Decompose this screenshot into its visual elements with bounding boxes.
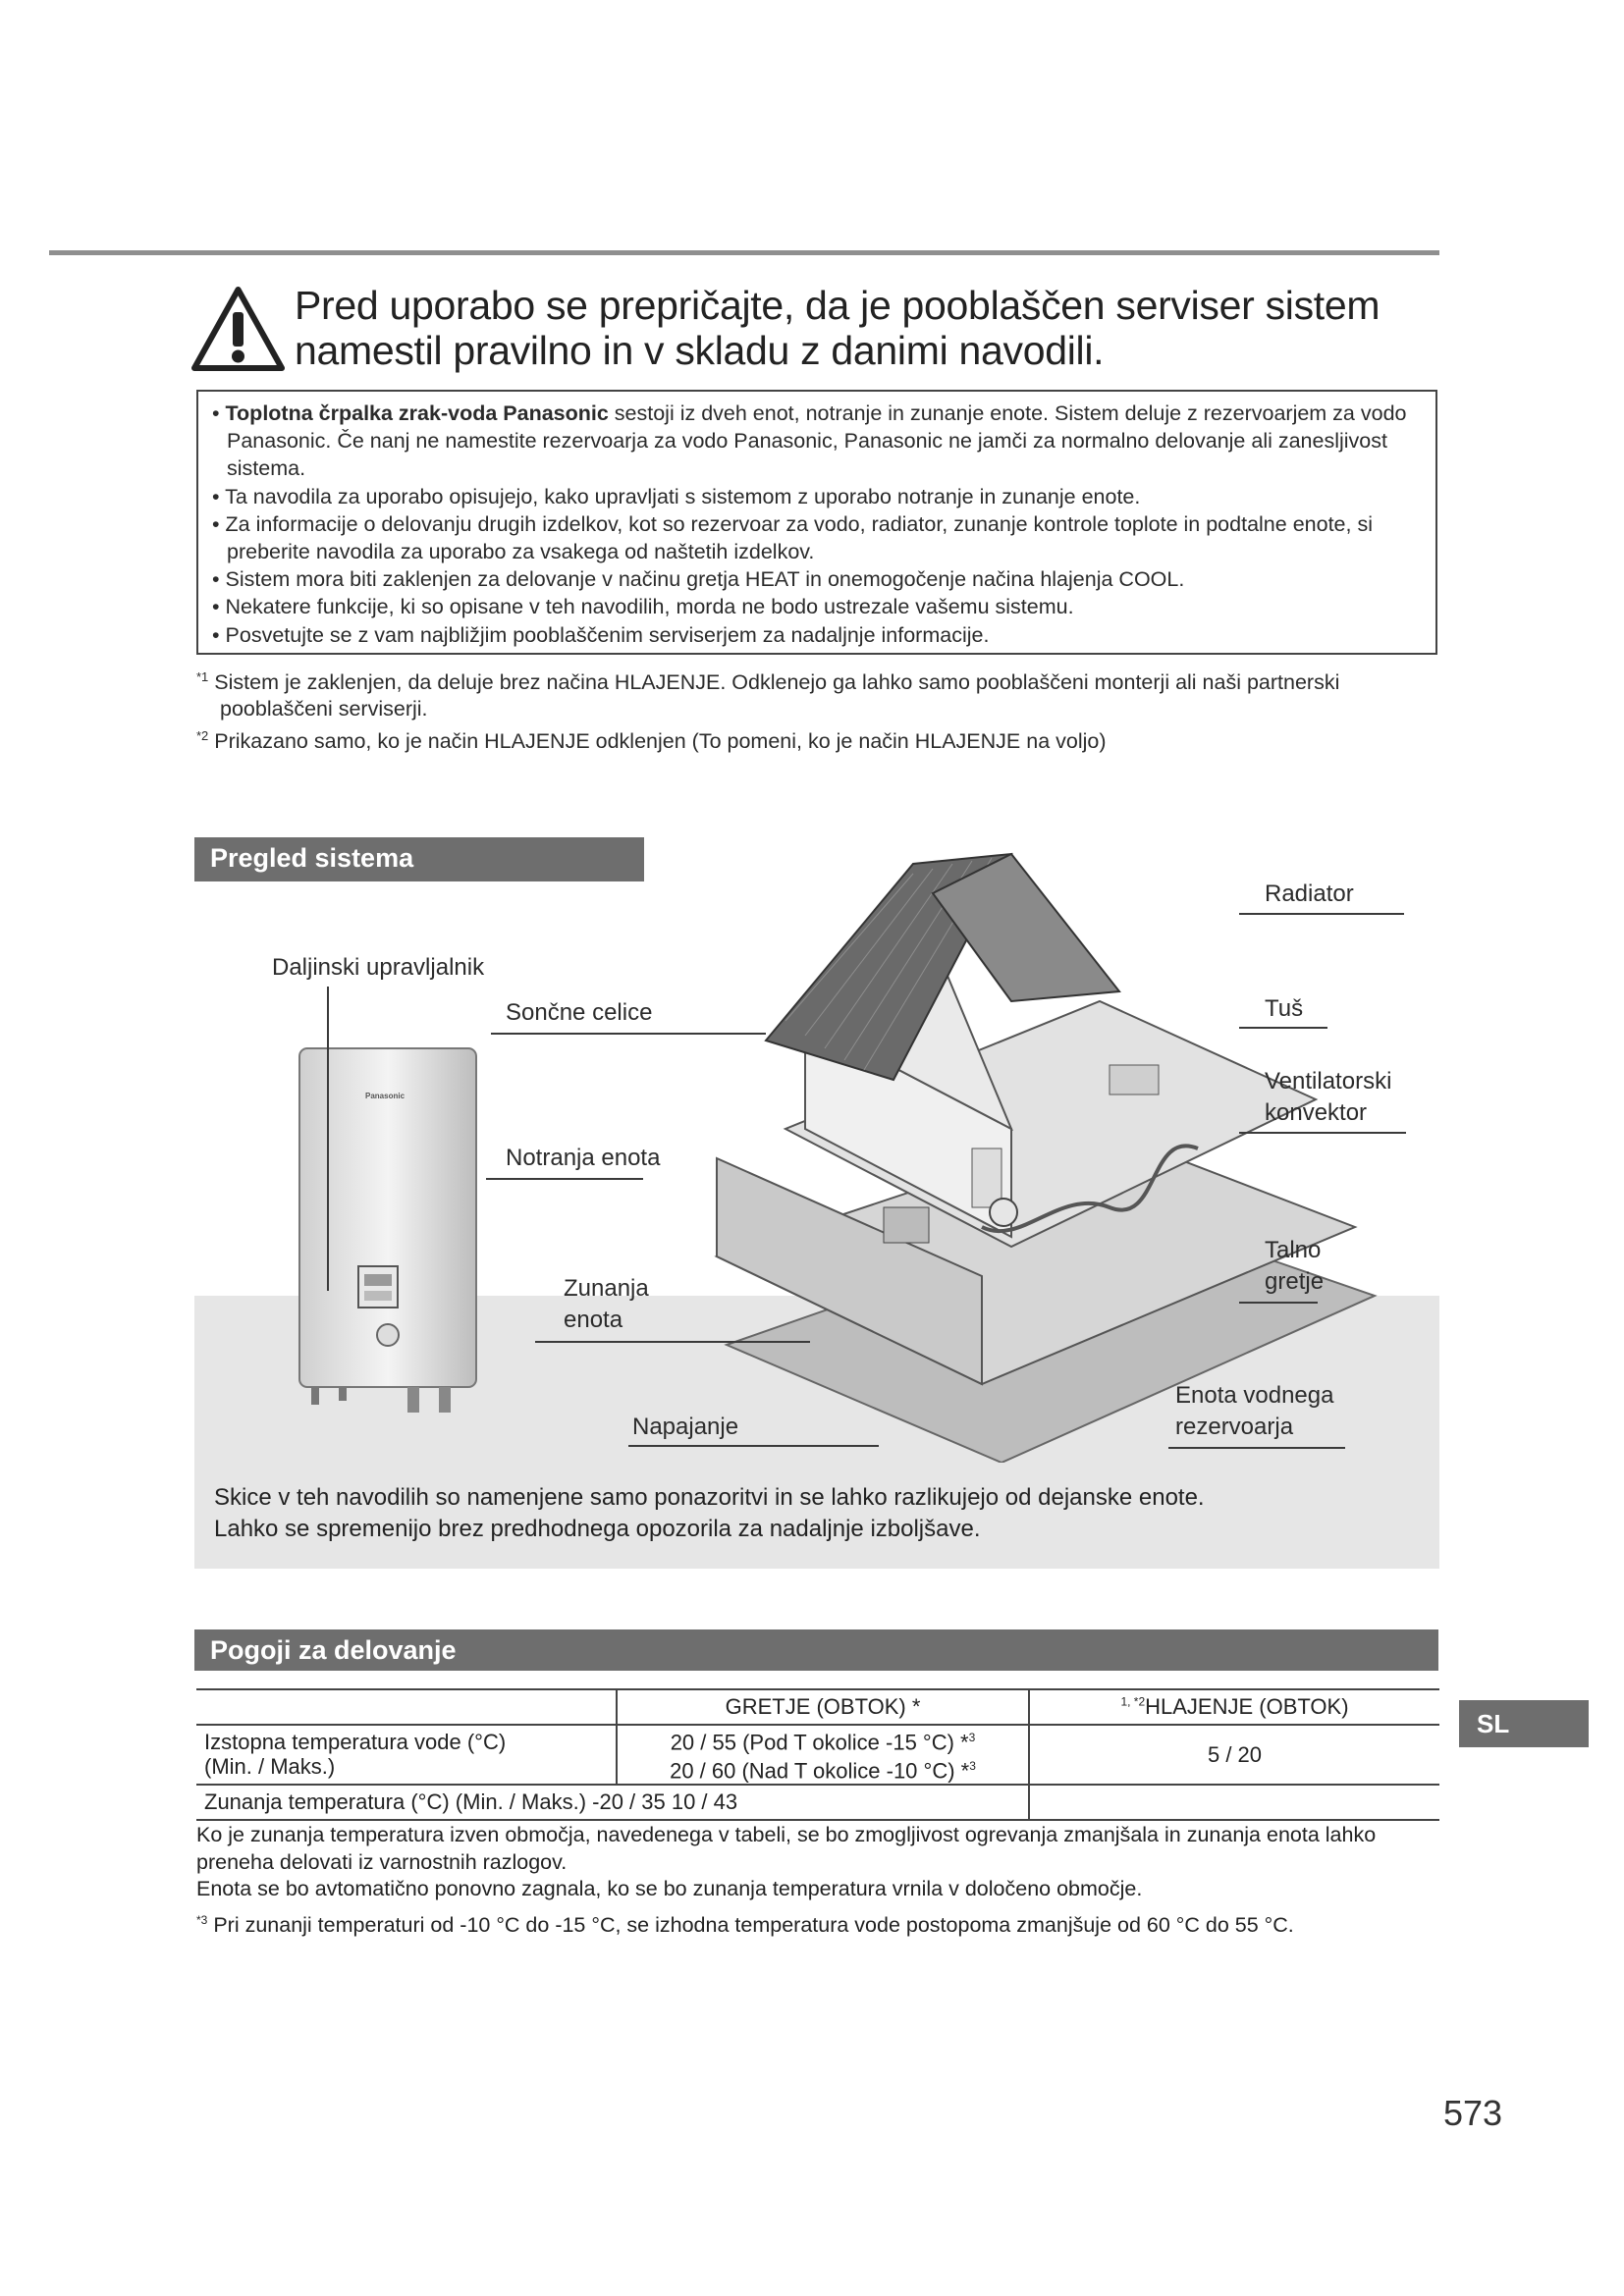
label-tank: Enota vodnega rezervoarja [1175,1382,1334,1440]
section-heading-conditions: Pogoji za delovanje [194,1629,1438,1671]
table-header-cool: $^{1, *2}$HLAJENJE (OBTOK) [1029,1689,1439,1725]
table-header-empty [196,1689,617,1725]
table-notes [196,1822,1424,1939]
label-floor: Talno gretje [1265,1237,1325,1295]
footnote-2: $^{*2}$ Prikazano samo, ko je način HLAJENJE odklenjen (To pomeni, ko je način HLAJENJE na voljo) [196,728,1107,754]
footnotes [196,664,1414,755]
page-number: 573 [1443,2093,1503,2133]
notice-item: • Za informacije o delovanju drugih izdelkov, kot so rezervoar za vodo, radiator, zunanje kontrole toplote in podtalne enote, si preberite navodila za uporabo za vsakega od naštetih izdelkov. [212,511,1373,564]
leader-floor [1239,1302,1318,1304]
conditions-table [196,1688,1439,1821]
leader-power [628,1445,879,1447]
table-note-1: Ko je zunanja temperatura izven območja, navedenega v tabeli, se bo zmogljivost ogrevanja zmanjšala in zunanja enota lahko preneha delovati iz varnostnih razlogov. [196,1823,1377,1874]
label-remote: Daljinski upravljalnik [272,954,485,981]
label-indoor: Notranja enota [506,1145,661,1171]
label-outdoor: Zunanja enota [564,1275,649,1333]
notice-item: • Nekatere funkcije, ki so opisane v teh navodilih, morda ne bodo ustrezale vašemu sistemu. [212,595,1074,619]
table-row [196,1725,1439,1785]
label-radiator: Radiator [1265,881,1354,907]
notice-box [196,390,1437,655]
footnote-1: $^{*1}$ Sistem je zaklenjen, da deluje brez načina HLAJENJE. Odklenejo ga lahko samo pooblaščeni monterji ali naši partnerski pooblaščeni serviserji. [196,669,1340,721]
cell-cool-outdoor [1029,1785,1439,1820]
table-note-2: Enota se bo avtomatično ponovno zagnala, ko se bo zunanja temperatura vrnila v določeno območje. [196,1877,1143,1900]
leader-radiator [1239,913,1404,915]
brand-label: Panasonic [365,1092,406,1100]
leader-outdoor [535,1341,810,1343]
leader-shower [1239,1027,1327,1029]
row-label-water-temp: Izstopna temperatura vode (°C) (Min. / Maks.) [196,1725,617,1785]
table-row [196,1785,1439,1820]
cell-cool-water: 5 / 20 [1029,1725,1439,1785]
warning-title: Pred uporabo se prepričajte, da je pooblaščen serviser sistem namestil pravilno in v skladu z danimi navodili. [295,283,1380,373]
leader-tank [1168,1447,1345,1449]
label-solar: Sončne celice [506,999,653,1026]
top-rule [49,250,1439,255]
leader-fan [1239,1132,1406,1134]
label-fan: Ventilatorski konvektor [1265,1068,1392,1126]
notice-item: • Toplotna črpalka zrak-voda Panasonic sestoji iz dveh enot, notranje in zunanje enote. Sistem deluje z rezervoarjem za vodo Panasonic. Če nanj ne namestite rezervoarja za vodo Panasonic, Panasonic ne jamči za normalno delovanje ali zanesljivost sistema. [212,401,1407,481]
leader-solar [491,1033,766,1035]
language-tab: SL [1459,1700,1589,1747]
notice-item: • Posvetujte se z vam najbližjim pooblaščenim serviserjem za nadaljnje informacije. [212,622,990,647]
label-shower: Tuš [1265,995,1304,1022]
caption-line-2: Lahko se spremenijo brez predhodnega opozorila za nadaljnje izboljšave. [214,1516,981,1542]
illustration-caption [214,1482,1392,1545]
notice-item: • Sistem mora biti zaklenjen za delovanje v načinu gretja HEAT in onemogočenje načina hlajenja COOL. [212,567,1185,592]
table-header-heat: GRETJE (OBTOK) * [617,1689,1029,1725]
label-power: Napajanje [632,1414,739,1440]
leader-remote [327,987,329,1291]
notice-item: • Ta navodila za uporabo opisujejo, kako upravljati s sistemom z uporabo notranje in zunanje enote. [212,484,1141,508]
table-header-row [196,1689,1439,1725]
leader-indoor [486,1178,643,1180]
section-heading-overview: Pregled sistema [194,837,644,881]
table-note-3: $^{*3}$ Pri zunanji temperaturi od -10 °C do -15 °C, se izhodna temperatura vode postopoma zmanjšuje od 60 °C do 55 °C. [196,1912,1294,1937]
cell-heat-water: 20 / 55 (Pod T okolice -15 °C) *$^3$ 20 / 60 (Nad T okolice -10 °C) *$^3$ [617,1725,1029,1785]
caption-line-1: Skice v teh navodilih so namenjene samo ponazoritvi in se lahko razlikujejo od dejanske enote. [214,1484,1205,1511]
house-illustration [687,834,1453,1463]
warning-triangle-icon [191,287,285,371]
row-outdoor-temp: Zunanja temperatura (°C) (Min. / Maks.) -20 / 35 10 / 43 [196,1785,1029,1820]
